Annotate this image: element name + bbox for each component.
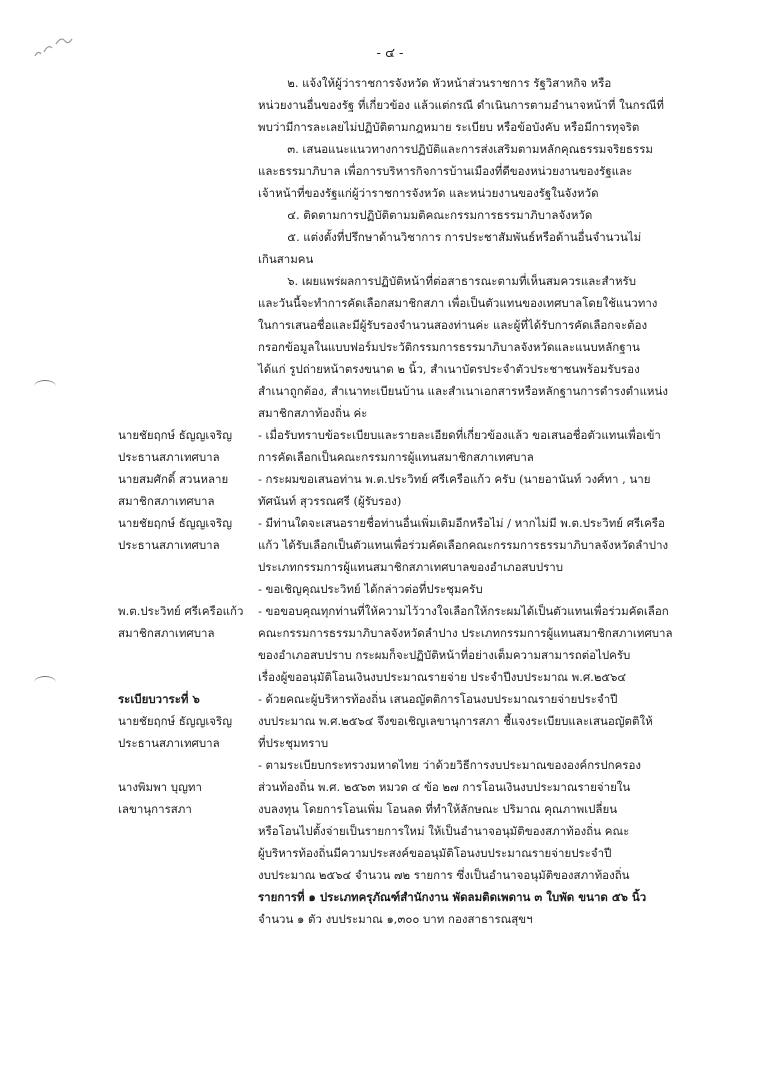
speaker-name: นายสมศักดิ์ สวนหลาย (118, 472, 229, 486)
punch-hole-mark (34, 676, 56, 689)
item-line: รายการที่ ๑ ประเภทครุภัณฑ์สำนักงาน พัดลมติดเพดาน ๓ ใบพัด ขนาด ๕๖ นิ้ว (258, 890, 647, 904)
speaker-role: ประธานสภาเทศบาล (118, 538, 220, 552)
speaker-role: ประธานสภาเทศบาล (118, 450, 220, 464)
body-line: ในการเสนอชื่อและมีผู้รับรองจำนวนสองท่านค่ะ และผู้ที่ได้รับการคัดเลือกจะต้อง (258, 318, 648, 332)
body-line: ส่วนท้องถิ่น พ.ศ. ๒๕๖๓ หมวด ๔ ข้อ ๒๗ การโอนเงินงบประมาณรายจ่ายใน (258, 780, 631, 794)
body-line: แก้ว ได้รับเลือกเป็นตัวแทนเพื่อร่วมคัดเลือกคณะกรรมการธรรมาภิบาลจังหวัดลำปาง (258, 538, 669, 552)
agenda-number: ระเบียบวาระที่ ๖ (118, 692, 200, 706)
body-line: หน่วยงานอื่นของรัฐ ที่เกี่ยวข้อง แล้วแต่กรณี ดำเนินการตามอำนาจหน้าที่ ในกรณีที่ (258, 98, 664, 112)
speaker-label (118, 468, 258, 512)
margin-scribble-mark (30, 26, 80, 66)
speaker-name: พ.ต.ประวิทย์ ศรีเครือแก้ว (118, 604, 244, 618)
body-line: สำเนาถูกต้อง, สำเนาทะเบียนบ้าน และสำเนาเอกสารหรือหลักฐานการดำรงตำแหน่ง (258, 384, 668, 398)
body-line: หรือโอนไปตั้งจ่ายเป็นรายการใหม่ ให้เป็นอำนาจอนุมัติของสภาท้องถิ่น คณะ (258, 824, 630, 838)
body-line: การคัดเลือกเป็นคณะกรรมการผู้แทนสมาชิกสภาเทศบาล (258, 450, 534, 464)
speaker-role: เลขานุการสภา (118, 802, 192, 816)
body-line: ได้แก่ รูปถ่ายหน้าตรงขนาด ๒ นิ้ว, สำเนาบัตรประจำตัวประชาชนพร้อมรับรอง (258, 362, 640, 376)
body-line: - มีท่านใดจะเสนอรายชื่อท่านอื่นเพิ่มเติมอีกหรือไม่ / หากไม่มี พ.ต.ประวิทย์ ศรีเครือ (258, 516, 665, 530)
speaker-name: นายชัยฤกษ์ ธัญญเจริญ (118, 714, 233, 728)
speaker-role: สมาชิกสภาเทศบาล (118, 494, 215, 508)
speaker-name: นายชัยฤกษ์ ธัญญเจริญ (118, 428, 233, 442)
body-line: ประเภทกรรมการผู้แทนสมาชิกสภาเทศบาลของอำเภอสบปราบ (258, 560, 564, 574)
body-line: พบว่ามีการละเลยไม่ปฏิบัติตามกฎหมาย ระเบียบ หรือข้อบังคับ หรือมีการทุจริต (258, 120, 640, 134)
body-line: และวันนี้จะทำการคัดเลือกสมาชิกสภา เพื่อเป็นตัวแทนของเทศบาลโดยใช้แนวทาง (258, 296, 658, 310)
speaker-name: นางพิมพา บุญทา (118, 780, 202, 794)
punch-hole-mark (34, 380, 56, 393)
body-line: จำนวน ๑ ตัว งบประมาณ ๑,๓๐๐ บาท กองสาธารณสุขฯ (258, 912, 533, 926)
body-line: งบประมาณ พ.ศ.๒๕๖๔ จึงขอเชิญเลขานุการสภา ชี้แจงระเบียบและเสนอญัตติให้ (258, 714, 653, 728)
body-line: ๒. แจ้งให้ผู้ว่าราชการจังหวัด หัวหน้าส่วนราชการ รัฐวิสาหกิจ หรือ (258, 76, 612, 90)
body-line: งบประมาณ ๒๕๖๔ จำนวน ๗๒ รายการ ซึ่งเป็นอำนาจอนุมัติของสภาท้องถิ่น (258, 868, 630, 882)
body-line: กรอกข้อมูลในแบบฟอร์มประวัติกรรมการธรรมาภิบาลจังหวัดและแนบหลักฐาน (258, 340, 640, 354)
body-line: เจ้าหน้าที่ของรัฐแก่ผู้ว่าราชการจังหวัด และหน่วยงานของรัฐในจังหวัด (258, 186, 599, 200)
body-line: ๔. ติดตามการปฏิบัติตามมติคณะกรรมการธรรมาภิบาลจังหวัด (258, 208, 593, 222)
body-line: ของอำเภอสบปราบ กระผมก็จะปฏิบัติหน้าที่อย่างเต็มความสามารถต่อไปครับ (258, 648, 631, 662)
speaker-label (118, 776, 258, 820)
body-line: - ด้วยคณะผู้บริหารท้องถิ่น เสนอญัตติการโอนงบประมาณรายจ่ายประจำปี (258, 692, 618, 706)
body-line: ทัศนันท์ สุวรรณศรี (ผู้รับรอง) (258, 494, 402, 508)
speaker-role: ประธานสภาเทศบาล (118, 736, 220, 750)
speaker-name: นายชัยฤกษ์ ธัญญเจริญ (118, 516, 233, 530)
speaker-label (118, 424, 258, 468)
body-line: ๖. เผยแพร่ผลการปฏิบัติหน้าที่ต่อสาธารณะตามที่เห็นสมควรและสำหรับ (258, 274, 636, 288)
page-number: - ๔ - (376, 46, 404, 61)
body-line: คณะกรรมการธรรมาภิบาลจังหวัดลำปาง ประเภทกรรมการผู้แทนสมาชิกสภาเทศบาล (258, 626, 673, 640)
speaker-label (118, 600, 258, 644)
body-line: ๓. เสนอแนะแนวทางการปฏิบัติและการส่งเสริมตามหลักคุณธรรมจริยธรรม (258, 142, 653, 156)
speaker-label (118, 512, 258, 556)
body-line: - ขอขอบคุณทุกท่านที่ให้ความไว้วางใจเลือกให้กระผมได้เป็นตัวแทนเพื่อร่วมคัดเลือก (258, 604, 669, 618)
body-line: และธรรมาภิบาล เพื่อการบริหารกิจการบ้านเมืองที่ดีของหน่วยงานของรัฐและ (258, 164, 633, 178)
body-line: เกินสามคน (258, 252, 314, 266)
speaker-role: สมาชิกสภาเทศบาล (118, 626, 215, 640)
body-line: - ขอเชิญคุณประวิทย์ ได้กล่าวต่อที่ประชุมครับ (258, 582, 483, 596)
body-line: งบลงทุน โดยการโอนเพิ่ม โอนลด ที่ทำให้ลักษณะ ปริมาณ คุณภาพเปลี่ยน (258, 802, 618, 816)
body-line: - ตามระเบียบกระทรวงมหาดไทย ว่าด้วยวิธีการงบประมาณขององค์กรปกครอง (258, 758, 641, 772)
body-line: - กระผมขอเสนอท่าน พ.ต.ประวิทย์ ศรีเครือแก้ว ครับ (นายอานันท์ วงศ์ทา , นาย (258, 472, 651, 486)
body-line: ที่ประชุมทราบ (258, 736, 329, 750)
agenda-speaker-label (118, 688, 258, 754)
body-line: - เมื่อรับทราบข้อระเบียบและรายละเอียดที่เกี่ยวข้องแล้ว ขอเสนอชื่อตัวแทนเพื่อเข้า (258, 428, 661, 442)
body-line: สมาชิกสภาท้องถิ่น ค่ะ (258, 406, 368, 420)
body-line: ๕. แต่งตั้งที่ปรึกษาด้านวิชาการ การประชาสัมพันธ์หรือด้านอื่นจำนวนไม่ (258, 230, 642, 244)
minutes-body (258, 72, 682, 930)
agenda-title-line: เรื่องผู้ขออนุมัติโอนเงินงบประมาณรายจ่าย ประจำปีงบประมาณ พ.ศ.๒๕๖๔ (258, 670, 627, 684)
body-line: ผู้บริหารท้องถิ่นมีความประสงค์ขออนุมัติโอนงบประมาณรายจ่ายประจำปี (258, 846, 612, 860)
